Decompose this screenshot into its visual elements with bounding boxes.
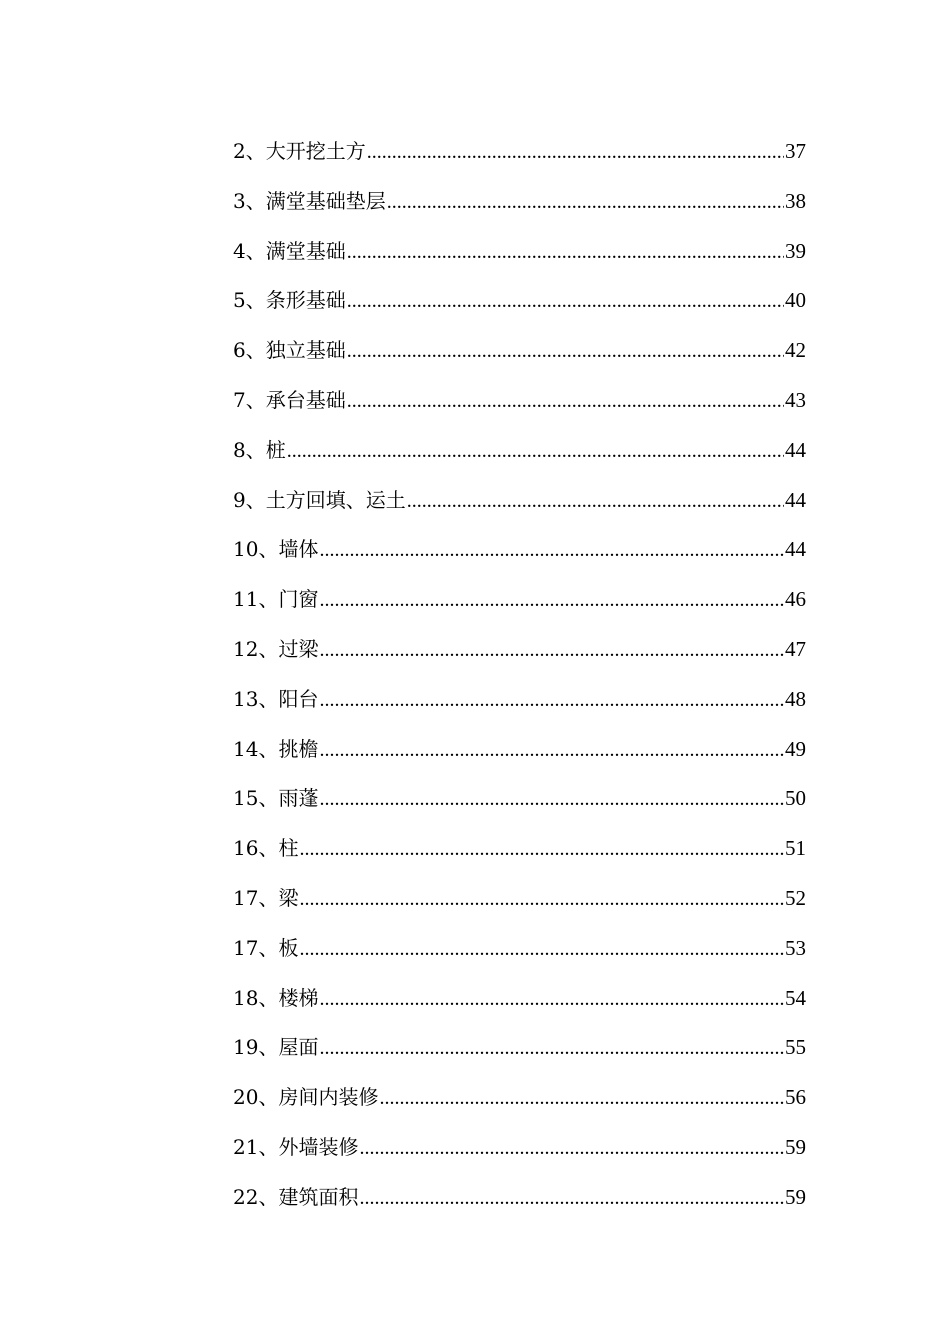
toc-leader-dots xyxy=(319,731,784,769)
toc-entry-page: 38 xyxy=(785,188,806,213)
toc-entry[interactable] xyxy=(233,431,806,481)
toc-entry[interactable] xyxy=(233,979,806,1029)
toc-entry[interactable] xyxy=(233,779,806,829)
toc-entry-page: 39 xyxy=(785,238,806,263)
toc-entry[interactable] xyxy=(233,232,806,282)
toc-entry-label: 12、过梁 xyxy=(233,636,319,661)
toc-entry-label: 9、土方回填、运土 xyxy=(233,487,406,512)
toc-entry[interactable] xyxy=(233,182,806,232)
toc-leader-dots xyxy=(347,233,784,271)
toc-entry-label: 18、楼梯 xyxy=(233,985,319,1010)
toc-entry[interactable] xyxy=(233,530,806,580)
toc-entry-label: 15、雨蓬 xyxy=(233,786,319,811)
toc-leader-dots xyxy=(379,1079,784,1117)
toc-leader-dots xyxy=(319,631,784,669)
toc-entry-page: 49 xyxy=(785,736,806,761)
toc-leader-dots xyxy=(299,830,784,868)
toc-entry-page: 40 xyxy=(785,288,806,313)
toc-entry[interactable] xyxy=(233,281,806,331)
toc-entry-label: 3、满堂基础垫层 xyxy=(233,188,386,213)
toc-entry-page: 55 xyxy=(785,1035,806,1060)
toc-entry[interactable] xyxy=(233,680,806,730)
toc-entry[interactable] xyxy=(233,381,806,431)
toc-entry-label: 14、挑檐 xyxy=(233,736,319,761)
toc-entry[interactable] xyxy=(233,132,806,182)
toc-entry-label: 2、大开挖土方 xyxy=(233,139,366,163)
toc-entry-label: 21、外墙装修 xyxy=(233,1134,359,1159)
toc-entry-page: 48 xyxy=(785,686,806,711)
toc-entry[interactable] xyxy=(233,879,806,929)
toc-entry-page: 56 xyxy=(785,1085,806,1110)
toc-leader-dots xyxy=(299,880,784,918)
toc-entry[interactable] xyxy=(233,1178,806,1228)
toc-entry-page: 53 xyxy=(785,935,806,960)
toc-entry-page: 59 xyxy=(785,1134,806,1159)
toc-entry-label: 16、柱 xyxy=(233,836,299,861)
toc-entry-page: 44 xyxy=(785,437,806,462)
toc-entry[interactable] xyxy=(233,331,806,381)
toc-leader-dots xyxy=(367,133,784,171)
table-of-contents xyxy=(233,132,806,1228)
toc-leader-dots xyxy=(347,382,784,420)
toc-entry-label: 5、条形基础 xyxy=(233,288,346,313)
toc-entry-label: 19、屋面 xyxy=(233,1035,319,1060)
toc-leader-dots xyxy=(319,1029,784,1067)
toc-entry-label: 7、承台基础 xyxy=(233,387,346,412)
toc-entry-page: 52 xyxy=(785,885,806,910)
toc-entry-page: 37 xyxy=(785,139,806,163)
toc-leader-dots xyxy=(319,581,784,619)
toc-entry-label: 6、独立基础 xyxy=(233,338,346,363)
toc-entry-page: 46 xyxy=(785,587,806,612)
toc-entry-label: 22、建筑面积 xyxy=(233,1184,359,1209)
toc-entry-label: 8、桩 xyxy=(233,437,286,462)
toc-leader-dots xyxy=(359,1179,784,1217)
toc-entry-page: 51 xyxy=(785,836,806,861)
toc-entry[interactable] xyxy=(233,1028,806,1078)
toc-entry[interactable] xyxy=(233,1078,806,1128)
toc-entry-page: 43 xyxy=(785,387,806,412)
toc-entry-label: 20、房间内装修 xyxy=(233,1085,379,1110)
toc-leader-dots xyxy=(319,980,784,1018)
toc-leader-dots xyxy=(319,681,784,719)
toc-leader-dots xyxy=(347,282,784,320)
toc-entry[interactable] xyxy=(233,481,806,531)
toc-leader-dots xyxy=(287,432,784,470)
toc-entry-page: 54 xyxy=(785,985,806,1010)
toc-entry[interactable] xyxy=(233,929,806,979)
toc-leader-dots xyxy=(407,482,784,520)
toc-entry[interactable] xyxy=(233,730,806,780)
toc-entry[interactable] xyxy=(233,1128,806,1178)
toc-entry-label: 13、阳台 xyxy=(233,686,319,711)
toc-entry[interactable] xyxy=(233,580,806,630)
toc-entry-label: 4、满堂基础 xyxy=(233,238,346,263)
toc-entry[interactable] xyxy=(233,630,806,680)
toc-leader-dots xyxy=(299,930,784,968)
toc-leader-dots xyxy=(347,332,784,370)
toc-entry-label: 17、板 xyxy=(233,935,299,960)
toc-entry-label: 10、墙体 xyxy=(233,537,319,562)
toc-entry-page: 44 xyxy=(785,537,806,562)
toc-entry-page: 50 xyxy=(785,786,806,811)
toc-entry[interactable] xyxy=(233,829,806,879)
toc-entry-page: 47 xyxy=(785,636,806,661)
toc-entry-page: 44 xyxy=(785,487,806,512)
toc-entry-label: 11、门窗 xyxy=(233,587,319,612)
toc-leader-dots xyxy=(319,780,784,818)
toc-entry-page: 42 xyxy=(785,338,806,363)
toc-entry-label: 17、梁 xyxy=(233,885,299,910)
toc-entry-page: 59 xyxy=(785,1184,806,1209)
toc-leader-dots xyxy=(319,531,784,569)
toc-leader-dots xyxy=(387,183,784,221)
toc-leader-dots xyxy=(359,1129,784,1167)
